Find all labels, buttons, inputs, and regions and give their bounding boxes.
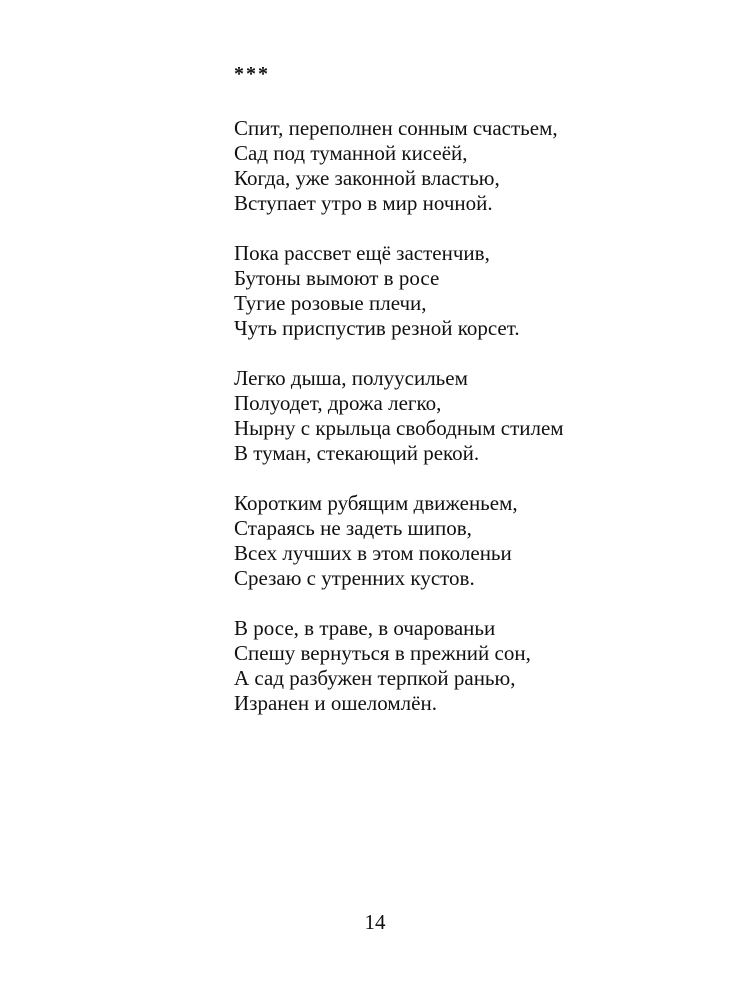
poem-line: Коротким рубящим движеньем,: [234, 491, 518, 515]
poem-line: Изранен и ошеломлён.: [234, 691, 437, 715]
poem-line: Чуть приспустив резной корсет.: [234, 316, 520, 340]
poem-line: Пока рассвет ещё застенчив,: [234, 241, 490, 265]
poem-line: Спит, переполнен сонным счастьем,: [234, 116, 558, 140]
poem-line: Вступает утро в мир ночной.: [234, 191, 493, 215]
poem-line: Когда, уже законной властью,: [234, 166, 500, 190]
stanza-2: [234, 241, 564, 341]
page-number: 14: [364, 910, 386, 934]
stanza-4: [234, 491, 564, 591]
poem-line: Легко дыша, полуусильем: [234, 366, 468, 390]
poem-line: А сад разбужен терпкой ранью,: [234, 666, 516, 690]
stanza-1: [234, 116, 564, 216]
stanza-5: [234, 616, 564, 716]
poem: [234, 116, 564, 741]
poem-line: Тугие розовые плечи,: [234, 291, 427, 315]
poem-line: Полуодет, дрожа легко,: [234, 391, 442, 415]
poem-line: Нырну с крыльца свободным стилем: [234, 416, 564, 440]
poem-line: Срезаю с утренних кустов.: [234, 566, 475, 590]
poem-line: В туман, стекающий рекой.: [234, 441, 480, 465]
section-separator: ***: [234, 63, 270, 85]
poem-line: Всех лучших в этом поколеньи: [234, 541, 512, 565]
poem-line: Спешу вернуться в прежний сон,: [234, 641, 531, 665]
poem-line: Сад под туманной кисеёй,: [234, 141, 468, 165]
stanza-3: [234, 366, 564, 466]
poem-line: Бутоны вымоют в росе: [234, 266, 440, 290]
poem-line: В росе, в траве, в очарованьи: [234, 616, 496, 640]
poem-line: Стараясь не задеть шипов,: [234, 516, 472, 540]
